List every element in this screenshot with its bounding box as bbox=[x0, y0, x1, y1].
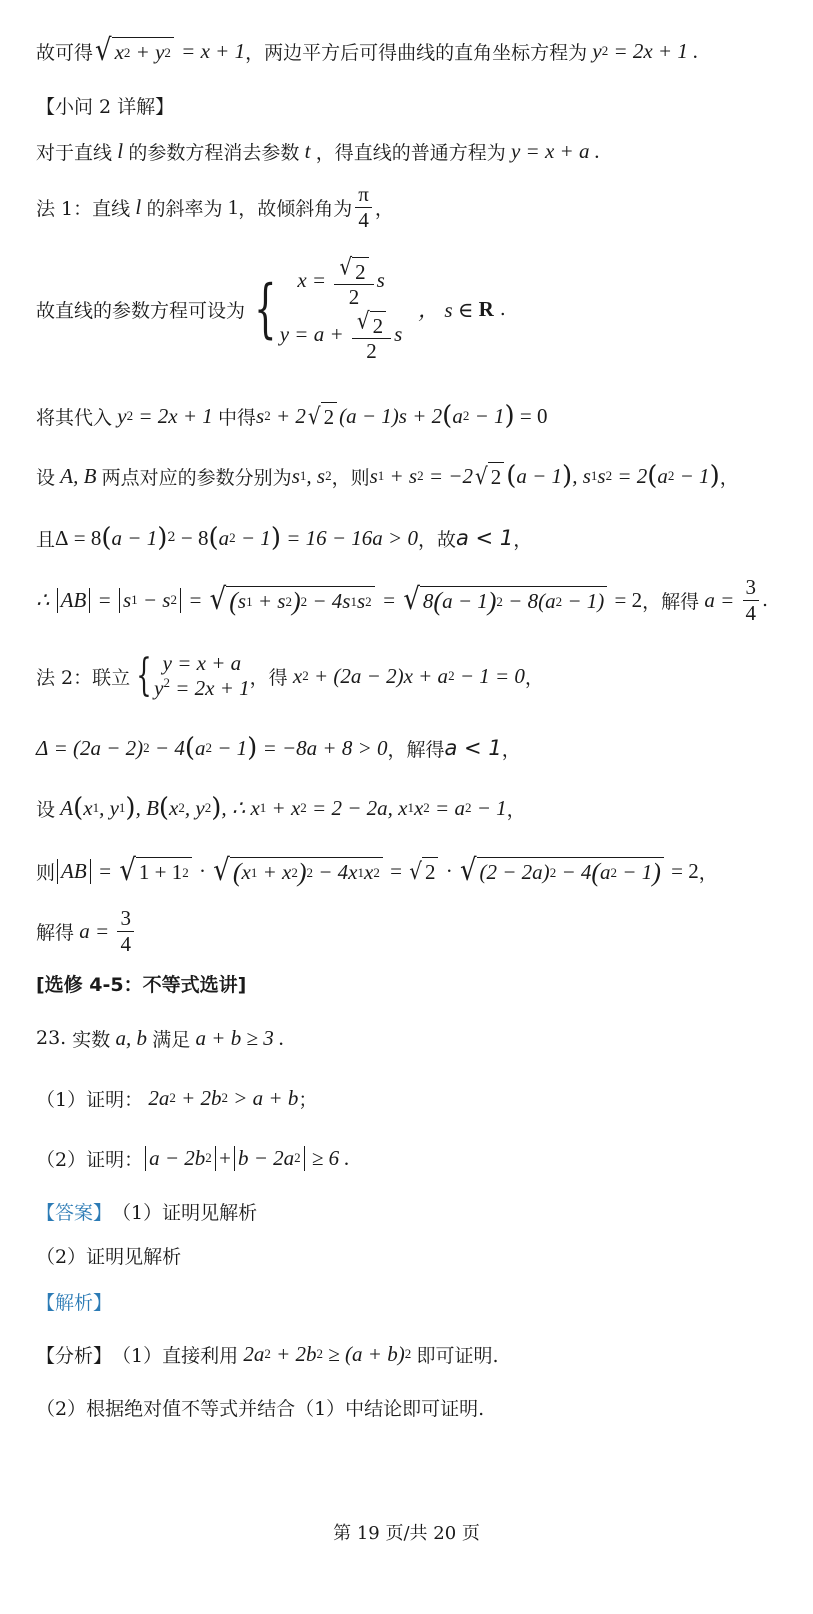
question-23-part-1: （1）证明： 2a 2 + 2b 2 > a + b ； bbox=[36, 1085, 318, 1111]
line-substitute: 将其代入 y 2 = 2x + 1 中得 s 2 + 2 √ 2 (a − 1)s + 2 ( a 2 − 1 ) = 0 bbox=[36, 401, 548, 431]
line-method2-discriminant: Δ = (2a − 2) 2 − 4 ( a 2 − 1 ) = −8a + 8 > 0 ，解得 a < 1 ， bbox=[36, 733, 521, 763]
analysis-tag-line bbox=[36, 1286, 793, 1316]
line-ab-length-method1: ∴ AB = s 1 − s 2 = √ ( s 1 + s 2 ) 2 − 4s 1 s 2 = √ 8 ( a − 1 ) 2 − 8(a 2 − 1) = 2 ，解得 a = $\frac{3}{4}$ . bbox=[36, 575, 769, 625]
line-vieta: 设 A ( x 1 , y 1 ) , B ( x 2 , y 2 ) , ∴ x 1 + x 2 = 2 − 2a, x 1 x 2 = a 2 − 1 ， bbox=[36, 793, 526, 823]
question-23: 23. 实数 a, b 满足 a + b ≥ 3 . bbox=[36, 1025, 285, 1051]
line-ab-length-method2: 则 AB = √ 1 + 1 2 · √ ( x 1 + x 2 ) 2 − 4x 1 x 2 = √ 2 · √ (2 − 2a) 2 − 4 ( a 2 − 1 ) = 2 ， bbox=[36, 853, 718, 889]
fenxi-line-1: 【分析】 （1）直接利用 2a 2 + 2b 2 ≥ (a + b) 2 即可证明. bbox=[36, 1341, 499, 1367]
line-params-s1-s2: 设 A, B 两点对应的参数分别为 s 1 , s 2 ，则 s 1 + s 2 = −2 √ 2 ( a − 1 ) , s 1 s 2 = 2 ( a 2 − 1 ) ， bbox=[36, 461, 739, 491]
line-line-general-eq: 对于直线 l 的参数方程消去参数 t ，得直线的普通方程为 y = x + a . bbox=[36, 138, 600, 164]
section-title: [选修 4-5：不等式选讲] bbox=[36, 973, 247, 996]
page-footer: 第 19 页/共 20 页 bbox=[333, 1523, 480, 1544]
sqrt-x2y2: √ x 2 + y 2 bbox=[95, 37, 174, 65]
line-solve-a: 解得 a = $\frac{3}{4}$ bbox=[36, 902, 793, 960]
line-discriminant: 且 Δ = 8 ( a − 1 ) 2 − 8 ( a 2 − 1 ) = 16 − 16a > 0 ，故 a < 1 ， bbox=[36, 523, 533, 553]
answer-tag: 【答案】 bbox=[36, 1201, 113, 1224]
line-method1-slope: 法 1：直线 l 的斜率为 1 ，故倾斜角为 $\frac{\pi}{4}$ ， bbox=[36, 182, 394, 232]
analysis-tag: 【解析】 bbox=[36, 1291, 113, 1314]
fenxi-line-2: （2）根据绝对值不等式并结合（1）中结论即可证明. bbox=[36, 1397, 485, 1420]
answer-line-1: 【答案】 （1）证明见解析 bbox=[36, 1196, 793, 1226]
question-23-part-2: （2）证明： a − 2b 2 + b − 2a 2 ≥ 6 . bbox=[36, 1145, 350, 1171]
line-curve-equation: 故可得 √ x 2 + y 2 = x + 1 ，两边平方后可得曲线的直角坐标方程为 y 2 = 2x + 1 . bbox=[36, 33, 699, 69]
line-parametric-system: 故直线的参数方程可设为 { x = √ 2 2 s y = a + √ 2 2 s ， s ∈ R . bbox=[36, 252, 506, 364]
line-method2-system: 法 2：联立 { y = x + a $y^2 = 2x + 1$ ，得 x 2 + (2a − 2)x + a 2 − 1 = 0 ， bbox=[36, 650, 544, 701]
heading-sub-question-2: 【小问 2 详解】 bbox=[36, 95, 175, 118]
answer-line-2: （2）证明见解析 bbox=[36, 1245, 182, 1268]
